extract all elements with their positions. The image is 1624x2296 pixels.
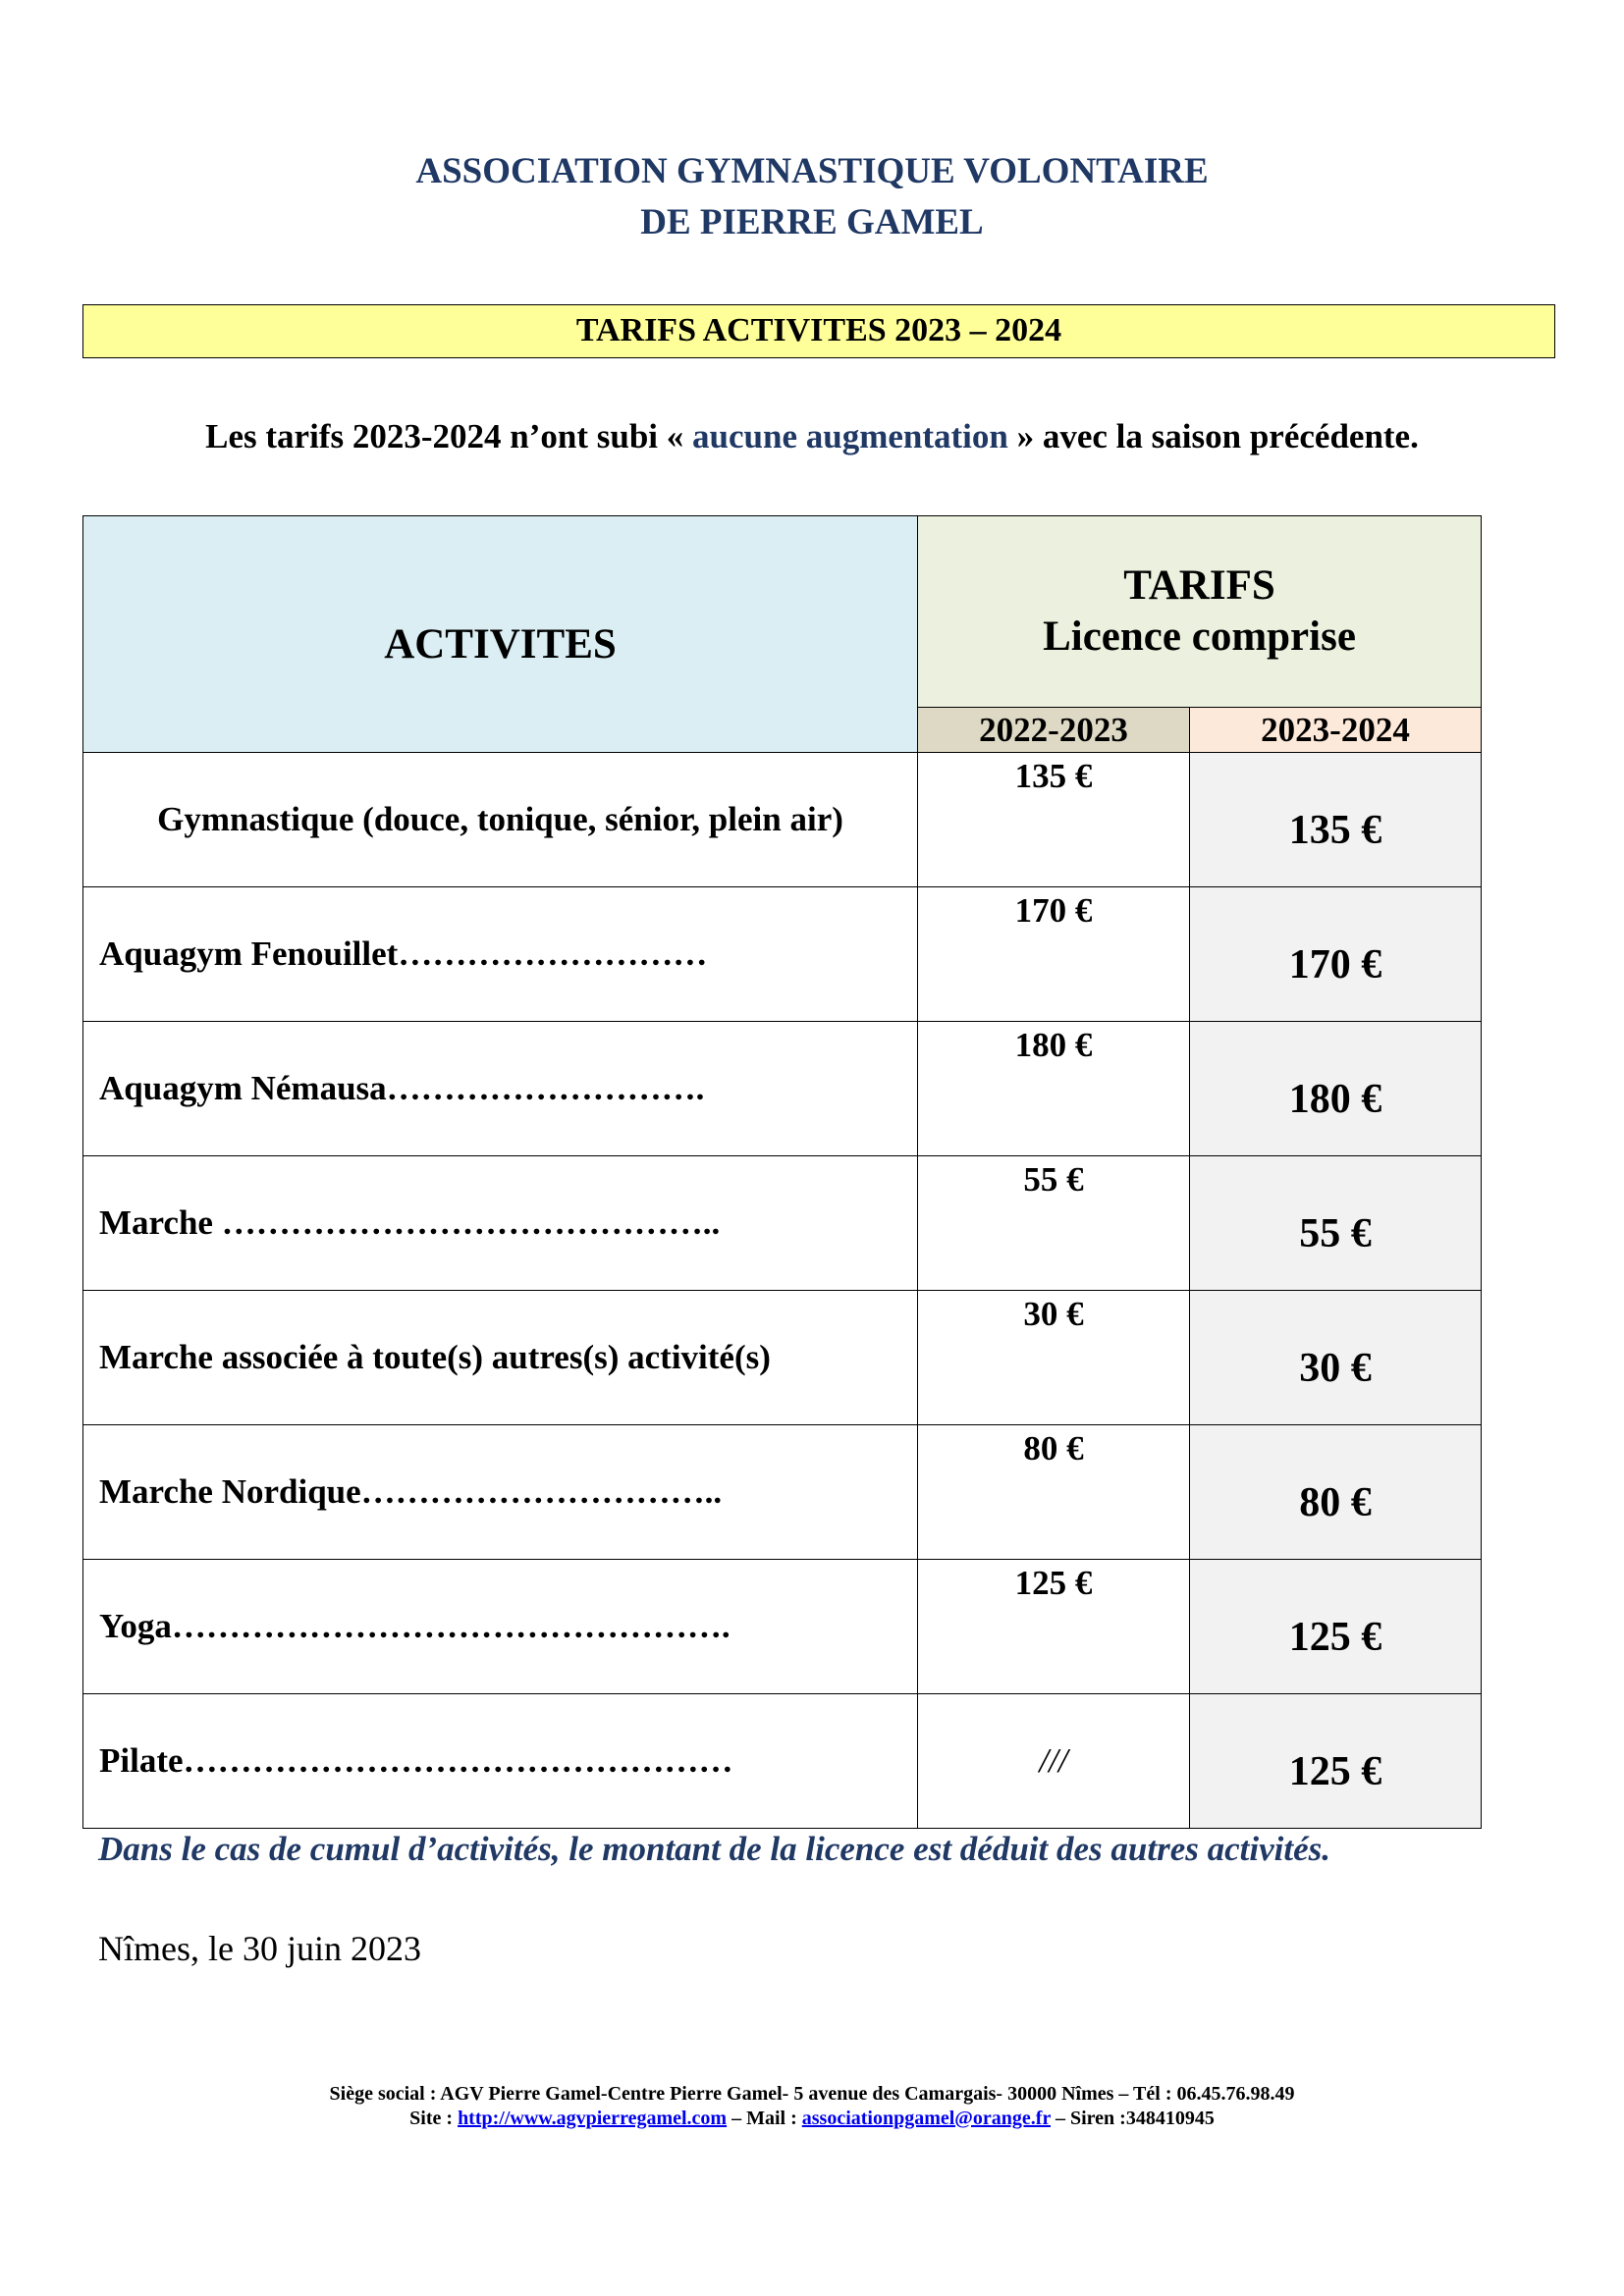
price-2022: 135 € [918,753,1190,887]
organization-name-line1: ASSOCIATION GYMNASTIQUE VOLONTAIRE [415,151,1209,191]
website-link[interactable]: http://www.agvpierregamel.com [458,2108,728,2129]
price-2023: 30 € [1190,1291,1482,1425]
activity-name: Gymnastique (douce, tonique, sénior, plein air) [83,753,918,887]
table-row [83,753,1482,887]
price-2023: 55 € [1190,1156,1482,1291]
tarifs-table [82,515,1482,1829]
siren-text: – Siren :348410945 [1050,2108,1215,2129]
date-line: Nîmes, le 30 juin 2023 [98,1929,421,1968]
price-2022: 180 € [918,1022,1190,1156]
table-row [83,1560,1482,1694]
table-row [83,1425,1482,1560]
year-2023-header: 2023-2024 [1190,708,1482,753]
licence-cumul-note: Dans le cas de cumul d’activités, le montant de la licence est déduit des autres activités. [98,1830,1330,1868]
organization-name-line2: DE PIERRE GAMEL [640,202,984,242]
price-2023: 80 € [1190,1425,1482,1560]
price-2023: 170 € [1190,887,1482,1022]
price-2022: 125 € [918,1560,1190,1694]
price-2022: 80 € [918,1425,1190,1560]
intro-highlight: aucune augmentation [692,417,1008,455]
intro-statement [0,416,1624,457]
table-row [83,1694,1482,1829]
price-2022: /// [918,1694,1190,1829]
tarifs-header-title: TARIFS [1123,561,1275,609]
tarifs-header [918,516,1482,708]
intro-text-before: Les tarifs 2023-2024 n’ont subi « [205,417,693,455]
footer-address: Siège social : AGV Pierre Gamel-Centre Pierre Gamel- 5 avenue des Camargais- 30000 Nîmes – Tél : 06.45.76.98.49 [329,2083,1295,2105]
tarifs-title-banner: TARIFS ACTIVITES 2023 – 2024 [82,304,1555,358]
activity-name: Aquagym Fenouillet……………………… [83,887,918,1022]
activities-header: ACTIVITES [83,516,918,753]
year-2022-header: 2022-2023 [918,708,1190,753]
footer-contact [0,2107,1624,2130]
activity-name: Aquagym Némausa………………………. [83,1022,918,1156]
table-row [83,1291,1482,1425]
table-row [83,1022,1482,1156]
mail-label: – Mail : [727,2108,802,2129]
price-2023: 125 € [1190,1694,1482,1829]
table-row [83,887,1482,1022]
price-2022: 30 € [918,1291,1190,1425]
activity-name: Pilate………………………………………… [83,1694,918,1829]
tarifs-header-subtitle: Licence comprise [1043,614,1356,660]
price-2023: 125 € [1190,1560,1482,1694]
email-link[interactable]: associationpgamel@orange.fr [801,2108,1051,2129]
table-row [83,1156,1482,1291]
price-2022: 55 € [918,1156,1190,1291]
intro-text-after: » avec la saison précédente. [1007,417,1419,455]
activity-name: Yoga…………………………………………. [83,1560,918,1694]
activity-name: Marche Nordique………………………….. [83,1425,918,1560]
price-2022: 170 € [918,887,1190,1022]
site-label: Site : [409,2108,459,2129]
price-2023: 180 € [1190,1022,1482,1156]
price-2023: 135 € [1190,753,1482,887]
activity-name: Marche …………………………………….. [83,1156,918,1291]
activity-name: Marche associée à toute(s) autres(s) activité(s) [83,1291,918,1425]
